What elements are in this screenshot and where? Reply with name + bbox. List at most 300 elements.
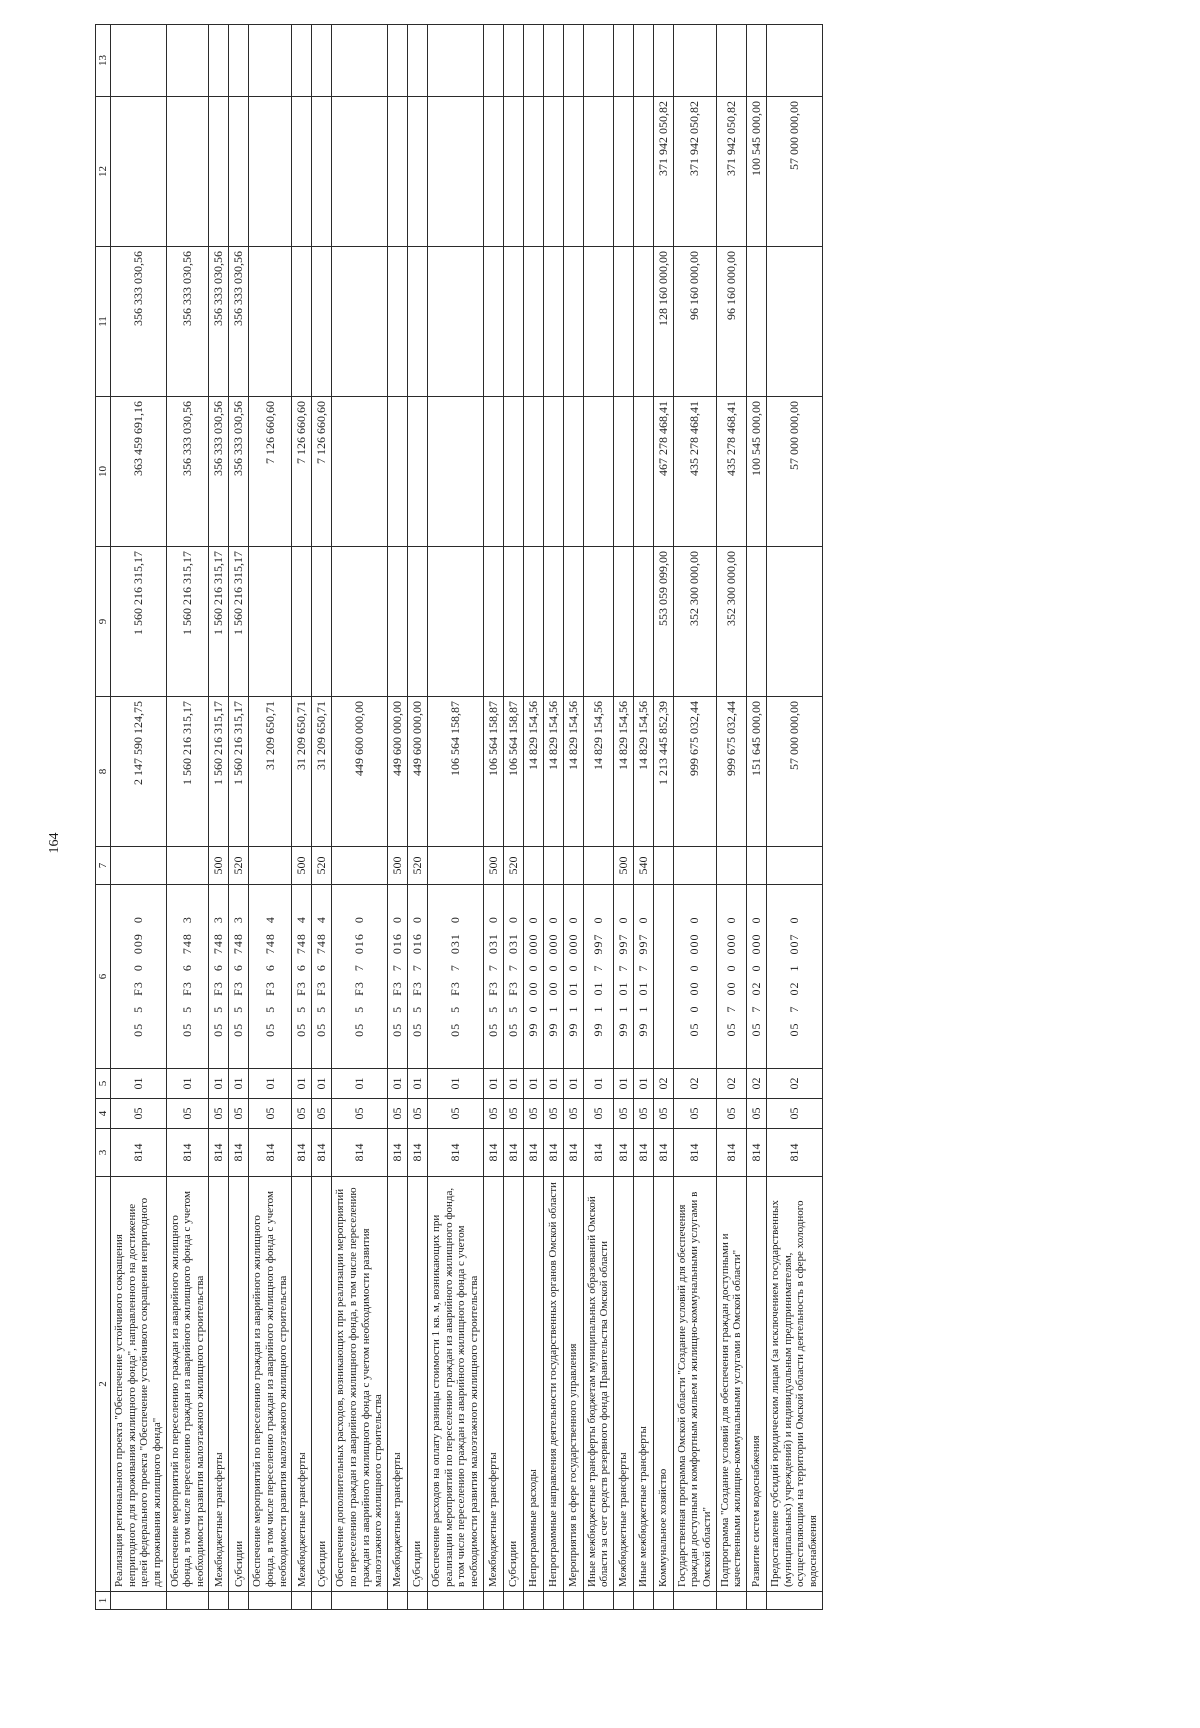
cell-col10 xyxy=(427,397,483,547)
cell-col10 xyxy=(543,397,563,547)
code-segment: 7 xyxy=(749,1005,764,1013)
code-segment: 4 xyxy=(262,916,277,924)
cell-col6-code xyxy=(229,885,249,1069)
cell-col8: 14 829 154,56 xyxy=(613,697,633,847)
code-segment: 5 xyxy=(262,1005,277,1013)
code-segment: F3 xyxy=(352,981,367,996)
row-name-cell: Межбюджетные трансферты xyxy=(613,1177,633,1592)
cell-col10: 435 278 468,41 xyxy=(673,397,716,547)
cell-col5: 02 xyxy=(673,1069,716,1099)
table-row xyxy=(427,25,483,1610)
column-header: 9 xyxy=(96,547,111,697)
cell-col10 xyxy=(387,397,407,547)
code-segment: 6 xyxy=(294,964,309,972)
code-segment: 5 xyxy=(352,1005,367,1013)
cell-col12 xyxy=(229,97,249,247)
cell-col7 xyxy=(653,847,673,885)
code-segment: 05 xyxy=(723,1022,738,1037)
code-segment: 748 xyxy=(180,933,195,955)
code-segment: 7 xyxy=(723,1005,738,1013)
cell-col8: 106 564 158,87 xyxy=(427,697,483,847)
code-segment: 0 xyxy=(485,916,500,924)
cell-col7: 500 xyxy=(292,847,312,885)
cell-col11 xyxy=(249,247,292,397)
code-segment: 0 xyxy=(749,964,764,972)
code-segment: 6 xyxy=(314,964,329,972)
cell-col10 xyxy=(483,397,503,547)
code-segment: 0 xyxy=(130,964,145,972)
code-segment: 5 xyxy=(389,1005,404,1013)
cell-col13 xyxy=(407,25,427,97)
code-segment: F3 xyxy=(505,981,520,996)
cell-col11 xyxy=(583,247,613,397)
row-index-cell xyxy=(292,1592,312,1610)
code-segment: 000 xyxy=(525,933,540,955)
code-segment: 1 xyxy=(635,1005,650,1013)
row-name-cell: Субсидии xyxy=(229,1177,249,1592)
table-row xyxy=(166,25,209,1610)
table-row xyxy=(747,25,767,1610)
cell-col5: 01 xyxy=(483,1069,503,1099)
cell-col8: 151 645 000,00 xyxy=(747,697,767,847)
code-segment: 05 xyxy=(409,1022,424,1037)
cell-col8: 106 564 158,87 xyxy=(503,697,523,847)
cell-col13 xyxy=(209,25,229,97)
code-segment: 0 xyxy=(525,1005,540,1013)
code-segment: 4 xyxy=(314,916,329,924)
cell-col13 xyxy=(716,25,746,97)
table-row xyxy=(543,25,563,1610)
cell-col3: 814 xyxy=(387,1129,407,1177)
cell-col9 xyxy=(292,547,312,697)
cell-col8: 1 560 216 315,17 xyxy=(229,697,249,847)
cell-col12 xyxy=(583,97,613,247)
cell-col9: 352 300 000,00 xyxy=(716,547,746,697)
cell-col4: 05 xyxy=(716,1099,746,1129)
code-segment: 016 xyxy=(409,933,424,955)
cell-col12 xyxy=(407,97,427,247)
cell-col4: 05 xyxy=(673,1099,716,1129)
cell-col12 xyxy=(483,97,503,247)
cell-col12 xyxy=(332,97,388,247)
cell-col11 xyxy=(407,247,427,397)
code-segment: 5 xyxy=(314,1005,329,1013)
cell-col8: 999 675 032,44 xyxy=(716,697,746,847)
cell-col6-code xyxy=(747,885,767,1069)
code-segment: 031 xyxy=(447,933,462,955)
code-segment: 4 xyxy=(294,916,309,924)
cell-col10: 435 278 468,41 xyxy=(716,397,746,547)
code-segment: 05 xyxy=(505,1022,520,1037)
cell-col11 xyxy=(563,247,583,397)
column-header: 1 xyxy=(96,1592,111,1610)
cell-col7 xyxy=(332,847,388,885)
row-index-cell xyxy=(387,1592,407,1610)
row-index-cell xyxy=(483,1592,503,1610)
cell-col4: 05 xyxy=(312,1099,332,1129)
code-segment: 1 xyxy=(786,964,801,972)
code-segment: 0 xyxy=(635,916,650,924)
cell-col3: 814 xyxy=(483,1129,503,1177)
code-segment: F3 xyxy=(447,981,462,996)
cell-col11: 96 160 000,00 xyxy=(673,247,716,397)
page-number: 164 xyxy=(47,832,62,854)
cell-col5: 01 xyxy=(229,1069,249,1099)
code-segment: 031 xyxy=(485,933,500,955)
code-segment: 99 xyxy=(590,1022,605,1037)
cell-col6-code xyxy=(407,885,427,1069)
cell-col13 xyxy=(613,25,633,97)
code-segment: 0 xyxy=(545,964,560,972)
cell-col5: 01 xyxy=(292,1069,312,1099)
cell-col13 xyxy=(673,25,716,97)
column-header-row xyxy=(96,25,111,1610)
row-index-cell xyxy=(332,1592,388,1610)
cell-col12 xyxy=(292,97,312,247)
cell-col12: 57 000 000,00 xyxy=(767,97,823,247)
cell-col13 xyxy=(111,25,167,97)
cell-col13 xyxy=(427,25,483,97)
cell-col6-code xyxy=(523,885,543,1069)
cell-col9 xyxy=(523,547,543,697)
row-index-cell xyxy=(312,1592,332,1610)
cell-col11 xyxy=(427,247,483,397)
cell-col10 xyxy=(523,397,543,547)
cell-col12: 100 545 000,00 xyxy=(747,97,767,247)
row-name-cell: Субсидии xyxy=(503,1177,523,1592)
cell-col12 xyxy=(427,97,483,247)
cell-col12: 371 942 050,82 xyxy=(653,97,673,247)
table-row xyxy=(633,25,653,1610)
cell-col4: 05 xyxy=(209,1099,229,1129)
cell-col7 xyxy=(583,847,613,885)
row-index-cell xyxy=(767,1592,823,1610)
cell-col13 xyxy=(332,25,388,97)
cell-col6-code xyxy=(292,885,312,1069)
cell-col12 xyxy=(249,97,292,247)
cell-col12 xyxy=(166,97,209,247)
cell-col3: 814 xyxy=(613,1129,633,1177)
code-segment: 5 xyxy=(485,1005,500,1013)
cell-col10 xyxy=(613,397,633,547)
column-header: 2 xyxy=(96,1177,111,1592)
cell-col11 xyxy=(613,247,633,397)
row-index-cell xyxy=(653,1592,673,1610)
cell-col13 xyxy=(503,25,523,97)
code-segment: 99 xyxy=(635,1022,650,1037)
table-row xyxy=(767,25,823,1610)
cell-col5: 01 xyxy=(503,1069,523,1099)
table-row xyxy=(673,25,716,1610)
cell-col11 xyxy=(387,247,407,397)
code-segment: 7 xyxy=(786,1005,801,1013)
table-row xyxy=(563,25,583,1610)
cell-col4: 05 xyxy=(563,1099,583,1129)
cell-col11 xyxy=(767,247,823,397)
cell-col10: 7 126 660,60 xyxy=(312,397,332,547)
code-segment: 7 xyxy=(447,964,462,972)
cell-col12 xyxy=(633,97,653,247)
row-name-cell: Обеспечение мероприятий по переселению граждан из аварийного жилищного фонда, в том числе переселению граждан из аварийного жилищного фонда с учетом необходимости развития малоэтажного жилищного строительства xyxy=(166,1177,209,1592)
cell-col3: 814 xyxy=(523,1129,543,1177)
code-segment: 0 xyxy=(723,964,738,972)
code-segment: 05 xyxy=(262,1022,277,1037)
cell-col11: 356 333 030,56 xyxy=(111,247,167,397)
code-segment: 1 xyxy=(565,1005,580,1013)
cell-col9 xyxy=(543,547,563,697)
cell-col4: 05 xyxy=(653,1099,673,1129)
cell-col3: 814 xyxy=(563,1129,583,1177)
cell-col9 xyxy=(747,547,767,697)
cell-col5: 01 xyxy=(111,1069,167,1099)
cell-col6-code xyxy=(387,885,407,1069)
cell-col7 xyxy=(166,847,209,885)
code-segment: 997 xyxy=(635,933,650,955)
row-index-cell xyxy=(543,1592,563,1610)
row-name-cell: Межбюджетные трансферты xyxy=(483,1177,503,1592)
cell-col12 xyxy=(613,97,633,247)
row-name-cell: Развитие систем водоснабжения xyxy=(747,1177,767,1592)
row-index-cell xyxy=(249,1592,292,1610)
code-segment: 009 xyxy=(130,933,145,955)
code-segment: 05 xyxy=(180,1022,195,1037)
code-segment: 00 xyxy=(545,981,560,996)
cell-col6-code xyxy=(111,885,167,1069)
code-segment: 031 xyxy=(505,933,520,955)
cell-col10: 356 333 030,56 xyxy=(166,397,209,547)
row-index-cell xyxy=(613,1592,633,1610)
cell-col13 xyxy=(483,25,503,97)
code-segment: 01 xyxy=(590,981,605,996)
cell-col4: 05 xyxy=(166,1099,209,1129)
cell-col12 xyxy=(523,97,543,247)
code-segment: 7 xyxy=(409,964,424,972)
code-segment: 3 xyxy=(211,916,226,924)
cell-col8: 31 209 650,71 xyxy=(249,697,292,847)
cell-col5: 01 xyxy=(523,1069,543,1099)
column-header: 3 xyxy=(96,1129,111,1177)
row-name-cell: Субсидии xyxy=(312,1177,332,1592)
row-name-cell: Иные межбюджетные трансферты xyxy=(633,1177,653,1592)
cell-col9 xyxy=(407,547,427,697)
row-index-cell xyxy=(563,1592,583,1610)
cell-col6-code xyxy=(503,885,523,1069)
code-segment: 0 xyxy=(545,916,560,924)
row-index-cell xyxy=(111,1592,167,1610)
cell-col9 xyxy=(503,547,523,697)
code-segment: 7 xyxy=(389,964,404,972)
table-row xyxy=(332,25,388,1610)
cell-col8: 1 560 216 315,17 xyxy=(166,697,209,847)
cell-col6-code xyxy=(716,885,746,1069)
row-index-cell xyxy=(523,1592,543,1610)
cell-col7: 500 xyxy=(613,847,633,885)
cell-col8: 106 564 158,87 xyxy=(483,697,503,847)
code-segment: 997 xyxy=(590,933,605,955)
column-header: 11 xyxy=(96,247,111,397)
column-header: 5 xyxy=(96,1069,111,1099)
cell-col12 xyxy=(503,97,523,247)
column-header: 12 xyxy=(96,97,111,247)
row-name-cell: Обеспечение дополнительных расходов, возникающих при реализации мероприятий по переселению граждан из аварийного жилищного фонда, в том числе переселению граждан из аварийного жилищного фонда с учетом необходимости развития малоэтажного жилищного строительства xyxy=(332,1177,388,1592)
cell-col4: 05 xyxy=(407,1099,427,1129)
code-segment: 007 xyxy=(786,933,801,955)
code-segment: 05 xyxy=(314,1022,329,1037)
row-name-cell: Межбюджетные трансферты xyxy=(292,1177,312,1592)
cell-col5: 01 xyxy=(633,1069,653,1099)
cell-col5: 01 xyxy=(332,1069,388,1099)
code-segment: 016 xyxy=(389,933,404,955)
code-segment: F3 xyxy=(130,981,145,996)
cell-col13 xyxy=(523,25,543,97)
cell-col12 xyxy=(543,97,563,247)
column-header: 10 xyxy=(96,397,111,547)
cell-col4: 05 xyxy=(613,1099,633,1129)
code-segment: 7 xyxy=(485,964,500,972)
column-header: 7 xyxy=(96,847,111,885)
cell-col11 xyxy=(292,247,312,397)
cell-col9 xyxy=(483,547,503,697)
table-row xyxy=(292,25,312,1610)
cell-col13 xyxy=(563,25,583,97)
cell-col5: 01 xyxy=(166,1069,209,1099)
code-segment: 000 xyxy=(545,933,560,955)
cell-col10 xyxy=(583,397,613,547)
row-name-cell: Непрограммные направления деятельности государственных органов Омской области xyxy=(543,1177,563,1592)
cell-col11 xyxy=(543,247,563,397)
cell-col11: 128 160 000,00 xyxy=(653,247,673,397)
cell-col3: 814 xyxy=(543,1129,563,1177)
cell-col4: 05 xyxy=(543,1099,563,1129)
code-segment: 99 xyxy=(545,1022,560,1037)
cell-col6-code xyxy=(483,885,503,1069)
code-segment: 99 xyxy=(615,1022,630,1037)
row-index-cell xyxy=(583,1592,613,1610)
cell-col11 xyxy=(747,247,767,397)
cell-col4: 05 xyxy=(503,1099,523,1129)
code-segment: 748 xyxy=(294,933,309,955)
code-segment: 000 xyxy=(723,933,738,955)
code-segment: 748 xyxy=(262,933,277,955)
row-index-cell xyxy=(673,1592,716,1610)
cell-col8: 999 675 032,44 xyxy=(673,697,716,847)
cell-col11 xyxy=(503,247,523,397)
cell-col11: 356 333 030,56 xyxy=(229,247,249,397)
code-segment: F3 xyxy=(485,981,500,996)
cell-col7: 500 xyxy=(483,847,503,885)
code-segment: 05 xyxy=(389,1022,404,1037)
cell-col5: 01 xyxy=(613,1069,633,1099)
cell-col5: 01 xyxy=(387,1069,407,1099)
code-segment: 7 xyxy=(635,964,650,972)
table-row xyxy=(583,25,613,1610)
cell-col13 xyxy=(387,25,407,97)
row-name-cell: Реализация регионального проекта "Обеспечение устойчивого сокращения непригодного для проживания жилищного фонда", направленного на достижение целей федерального проекта "Обеспечение устойчивого сокращения непригодного для проживания жилищного фонда" xyxy=(111,1177,167,1592)
code-segment: 0 xyxy=(723,916,738,924)
cell-col9 xyxy=(633,547,653,697)
code-segment: 0 xyxy=(525,964,540,972)
cell-col10: 356 333 030,56 xyxy=(229,397,249,547)
cell-col5: 01 xyxy=(583,1069,613,1099)
code-segment: 997 xyxy=(615,933,630,955)
cell-col4: 05 xyxy=(767,1099,823,1129)
cell-col11: 356 333 030,56 xyxy=(209,247,229,397)
cell-col4: 05 xyxy=(332,1099,388,1129)
cell-col13 xyxy=(229,25,249,97)
code-segment: F3 xyxy=(262,981,277,996)
table-row xyxy=(312,25,332,1610)
row-index-cell xyxy=(633,1592,653,1610)
cell-col3: 814 xyxy=(767,1129,823,1177)
code-segment: 0 xyxy=(615,916,630,924)
cell-col8: 14 829 154,56 xyxy=(583,697,613,847)
cell-col8: 449 600 000,00 xyxy=(387,697,407,847)
cell-col8: 1 560 216 315,17 xyxy=(209,697,229,847)
cell-col12: 371 942 050,82 xyxy=(716,97,746,247)
table-row xyxy=(111,25,167,1610)
cell-col8: 14 829 154,56 xyxy=(563,697,583,847)
code-segment: 000 xyxy=(749,933,764,955)
cell-col8: 2 147 590 124,75 xyxy=(111,697,167,847)
code-segment: 5 xyxy=(294,1005,309,1013)
code-segment: 0 xyxy=(525,916,540,924)
cell-col9: 1 560 216 315,17 xyxy=(166,547,209,697)
cell-col8: 14 829 154,56 xyxy=(633,697,653,847)
row-index-cell xyxy=(407,1592,427,1610)
table-row xyxy=(716,25,746,1610)
code-segment: 5 xyxy=(231,1005,246,1013)
cell-col13 xyxy=(653,25,673,97)
cell-col10 xyxy=(503,397,523,547)
code-segment: 0 xyxy=(687,1005,702,1013)
cell-col3: 814 xyxy=(407,1129,427,1177)
code-segment: 99 xyxy=(565,1022,580,1037)
table-row xyxy=(653,25,673,1610)
cell-col9 xyxy=(387,547,407,697)
code-segment: 02 xyxy=(749,981,764,996)
code-segment: 05 xyxy=(130,1022,145,1037)
cell-col13 xyxy=(633,25,653,97)
cell-col13 xyxy=(166,25,209,97)
cell-col5: 02 xyxy=(767,1069,823,1099)
code-segment: 0 xyxy=(389,916,404,924)
cell-col3: 814 xyxy=(427,1129,483,1177)
code-segment: 6 xyxy=(180,964,195,972)
cell-col6-code xyxy=(653,885,673,1069)
row-index-cell xyxy=(503,1592,523,1610)
cell-col7 xyxy=(716,847,746,885)
table-row xyxy=(209,25,229,1610)
code-segment: F3 xyxy=(211,981,226,996)
code-segment: 5 xyxy=(505,1005,520,1013)
cell-col11 xyxy=(332,247,388,397)
cell-col6-code xyxy=(563,885,583,1069)
cell-col6-code xyxy=(633,885,653,1069)
cell-col8: 449 600 000,00 xyxy=(332,697,388,847)
code-segment: 05 xyxy=(749,1022,764,1037)
row-name-cell: Коммунальное хозяйство xyxy=(653,1177,673,1592)
cell-col7 xyxy=(543,847,563,885)
cell-col5: 01 xyxy=(543,1069,563,1099)
cell-col3: 814 xyxy=(332,1129,388,1177)
cell-col7 xyxy=(249,847,292,885)
column-header: 8 xyxy=(96,697,111,847)
row-index-cell xyxy=(209,1592,229,1610)
cell-col9 xyxy=(249,547,292,697)
code-segment: 5 xyxy=(211,1005,226,1013)
cell-col5: 01 xyxy=(427,1069,483,1099)
cell-col11 xyxy=(483,247,503,397)
